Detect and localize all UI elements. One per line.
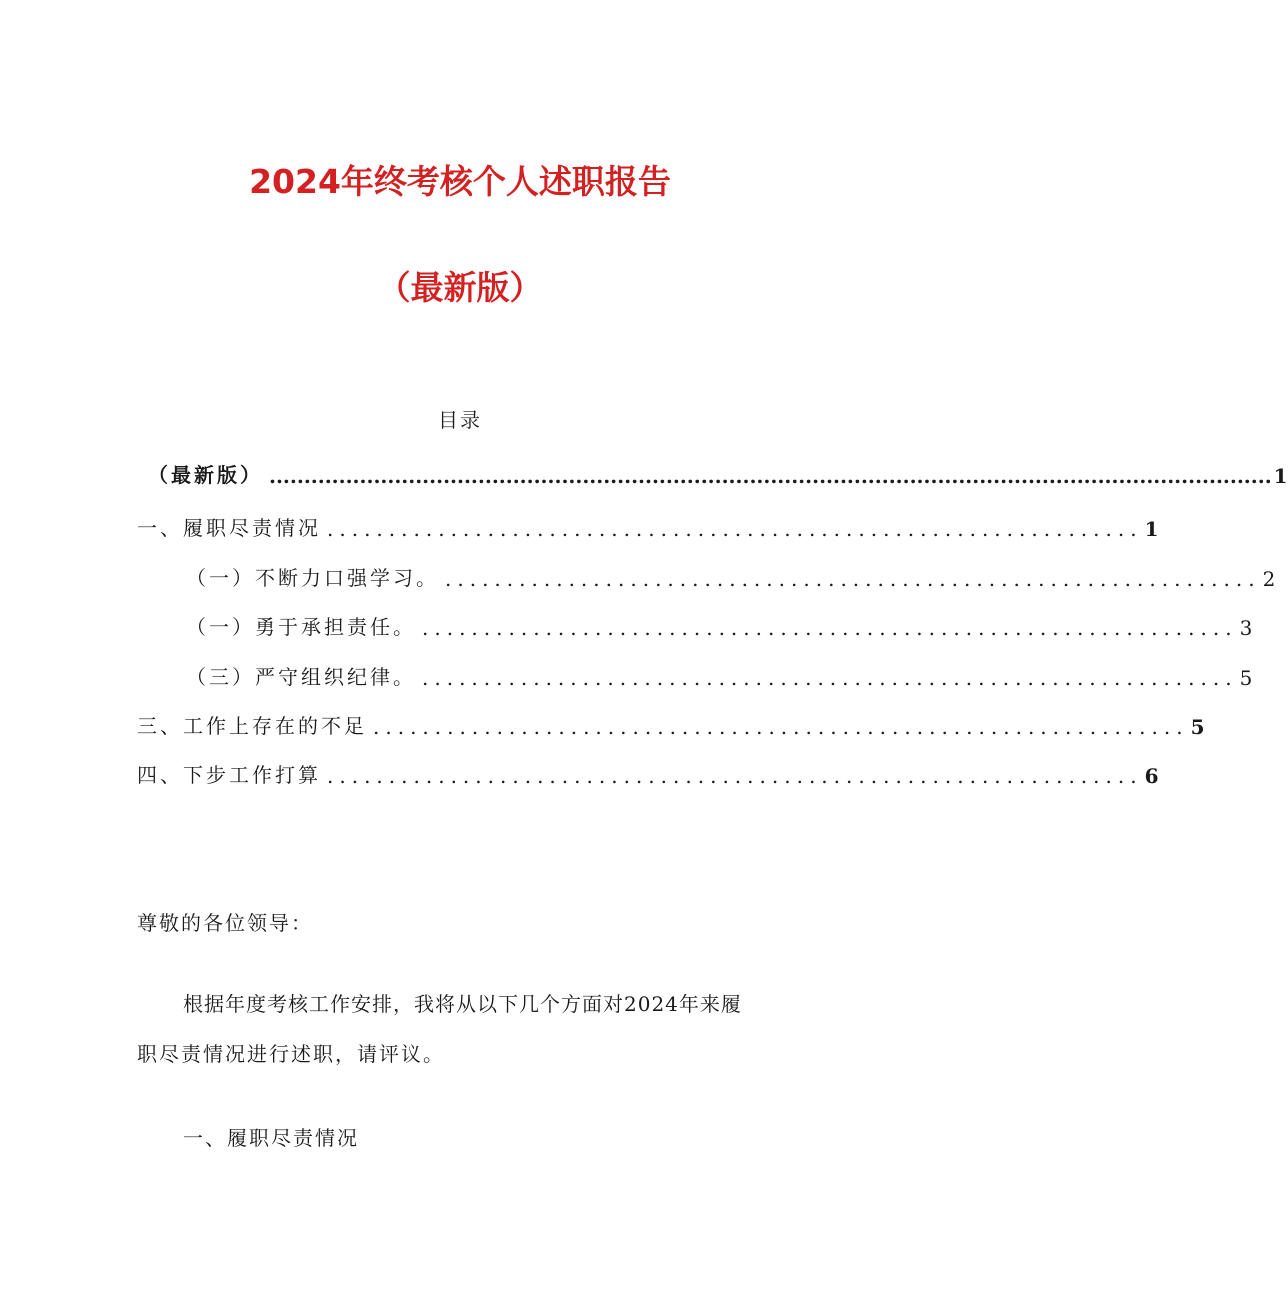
toc-entry-page: 1 [1273, 464, 1288, 488]
toc-entry-next-steps[interactable] [137, 758, 1159, 788]
toc-leader-dots: .................................................................. [373, 715, 1189, 739]
toc-entry-label: （一）勇于承担责任。 [186, 615, 416, 639]
toc-leader-dots: .................................................................. [327, 517, 1143, 541]
toc-entry-responsibility[interactable] [186, 610, 1253, 640]
toc-entry-page: 5 [1190, 715, 1205, 739]
toc-entry-page: 2 [1262, 567, 1276, 591]
toc-entry-page: 5 [1239, 666, 1253, 690]
toc-entry-page: 3 [1239, 616, 1253, 640]
toc-leader-dots: .................................................................. [422, 666, 1238, 690]
toc-entry-label: （一）不断力口强学习。 [186, 566, 439, 590]
intro-paragraph-line-1: 根据年度考核工作安排，我将从以下几个方面对2024年来履 [183, 992, 742, 1016]
section-heading: 一、履职尽责情况 [183, 1126, 359, 1150]
toc-entry-study[interactable] [186, 561, 1276, 591]
toc-entry-performance[interactable] [137, 511, 1159, 541]
intro-paragraph-line-2: 职尽责情况进行述职，请评议。 [137, 1042, 445, 1066]
toc-leader-dots: .................................................................. [422, 616, 1238, 640]
toc-heading: 目录 [438, 408, 482, 432]
document-subtitle: （最新版） [377, 268, 543, 307]
toc-leader-dots: .................................................................. [445, 567, 1261, 591]
toc-entry-label: （最新版） [148, 463, 263, 487]
toc-entry-shortcomings[interactable] [137, 709, 1205, 739]
toc-entry-label: 一、履职尽责情况 [137, 516, 321, 540]
toc-entry-label: （三）严守组织纪律。 [186, 665, 416, 689]
salutation: 尊敬的各位领导： [137, 911, 313, 935]
toc-leader-dots: ................................................................................................................................................ [269, 464, 1272, 488]
toc-entry-discipline[interactable] [186, 660, 1253, 690]
document-title: 2024年终考核个人述职报告 [249, 162, 671, 201]
toc-leader-dots: .................................................................. [327, 764, 1143, 788]
toc-entry-page: 6 [1144, 764, 1159, 788]
toc-entry-label: 三、工作上存在的不足 [137, 714, 367, 738]
toc-entry-label: 四、下步工作打算 [137, 763, 321, 787]
toc-entry-latest-version[interactable] [148, 458, 1288, 488]
toc-entry-page: 1 [1144, 517, 1159, 541]
